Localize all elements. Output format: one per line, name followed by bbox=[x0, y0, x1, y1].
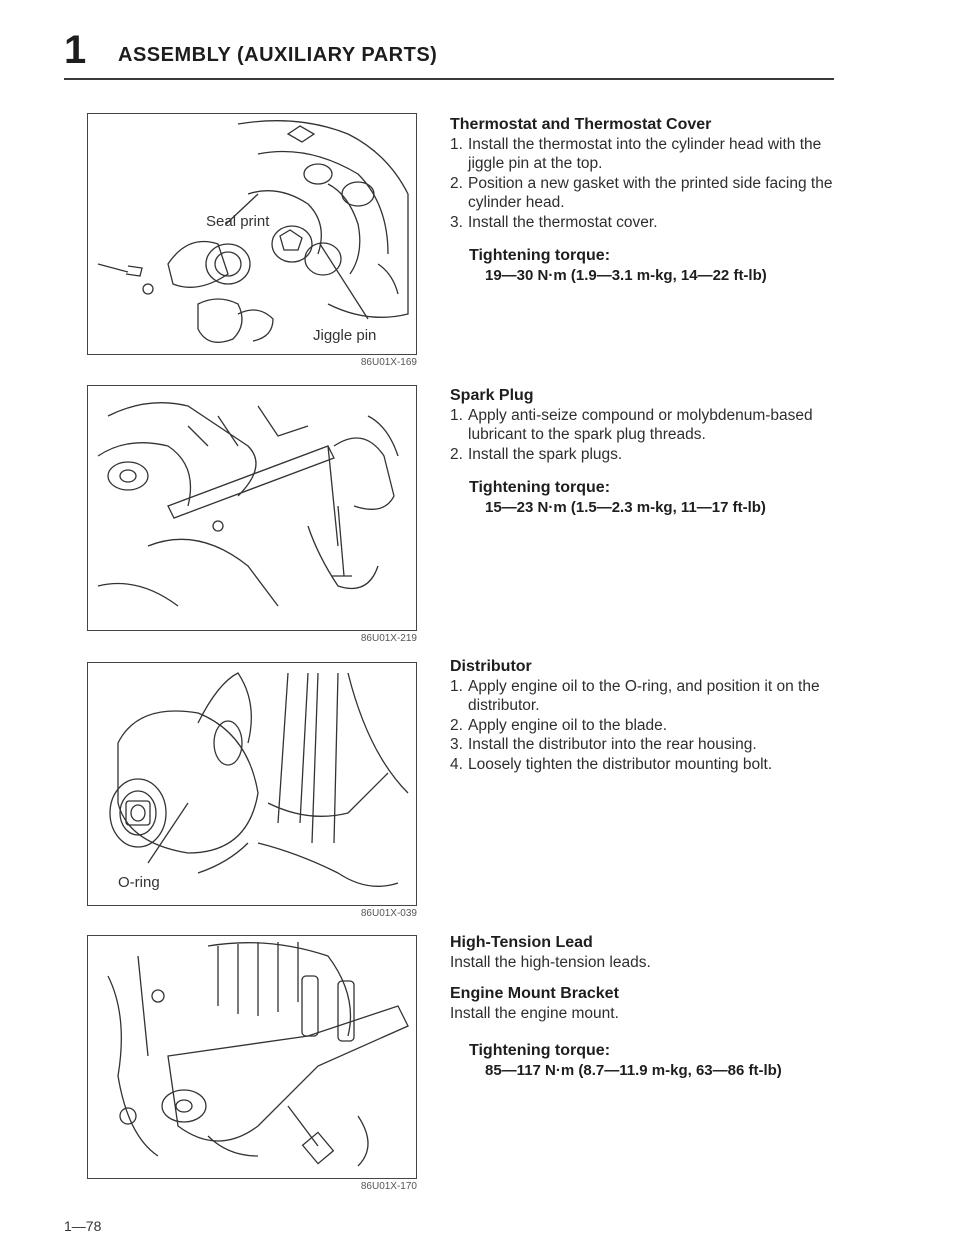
section-title: Thermostat and Thermostat Cover bbox=[450, 116, 712, 133]
list-item: 3. Install the distributor into the rear housing. bbox=[450, 736, 757, 753]
thermostat-illustration bbox=[88, 114, 416, 354]
steps-list bbox=[450, 135, 840, 233]
section-title: Spark Plug bbox=[450, 387, 534, 404]
page-header bbox=[64, 26, 834, 78]
label-seal-print: Seal print bbox=[206, 213, 270, 230]
tightening-torque bbox=[450, 1041, 840, 1080]
figure-engine-mount bbox=[87, 935, 417, 1192]
list-item: 2. Install the spark plugs. bbox=[450, 445, 623, 463]
tightening-torque bbox=[450, 246, 840, 285]
figure-frame bbox=[87, 662, 417, 906]
figure-code: 86U01X-219 bbox=[360, 633, 417, 644]
torque-label: Tightening torque: bbox=[469, 479, 611, 496]
header-rule bbox=[64, 78, 834, 80]
section-distributor bbox=[450, 657, 840, 774]
engine-mount-illustration bbox=[88, 936, 416, 1178]
figure-code: 86U01X-170 bbox=[360, 1181, 417, 1192]
steps-list bbox=[450, 677, 840, 775]
torque-value: 15—23 N·m (1.5—2.3 m-kg, 11—17 ft-lb) bbox=[485, 498, 766, 516]
list-item: 2. Apply engine oil to the blade. bbox=[450, 716, 668, 734]
list-item: 1. Install the thermostat into the cylinder head with the jiggle pin at the top. bbox=[450, 135, 822, 172]
section-text: Install the high-tension leads. bbox=[450, 953, 651, 971]
page-title: ASSEMBLY (AUXILIARY PARTS) bbox=[118, 44, 438, 66]
section-text: Install the engine mount. bbox=[450, 1004, 619, 1022]
list-item: 3. Install the thermostat cover. bbox=[450, 213, 658, 231]
figure-frame bbox=[87, 385, 417, 631]
figure-code: 86U01X-039 bbox=[360, 908, 417, 919]
section-title-engine-mount: Engine Mount Bracket bbox=[450, 985, 619, 1002]
figure-code: 86U01X-169 bbox=[360, 357, 417, 368]
section-title: High-Tension Lead bbox=[450, 934, 593, 951]
section-thermostat bbox=[450, 115, 840, 285]
label-jiggle-pin: Jiggle pin bbox=[313, 327, 377, 344]
figure-frame bbox=[87, 113, 417, 355]
tightening-torque bbox=[450, 478, 840, 517]
list-item: 2. Position a new gasket with the printed side facing the cylinder head. bbox=[450, 174, 833, 211]
torque-value: 85—117 N·m (8.7—11.9 m-kg, 63—86 ft-lb) bbox=[485, 1061, 782, 1079]
figure-thermostat bbox=[87, 113, 417, 368]
torque-label: Tightening torque: bbox=[469, 1042, 611, 1059]
torque-value: 19—30 N·m (1.9—3.1 m-kg, 14—22 ft-lb) bbox=[485, 266, 767, 284]
list-item: 1. Apply engine oil to the O-ring, and position it on the distributor. bbox=[450, 677, 820, 714]
steps-list bbox=[450, 406, 840, 465]
section-spark-plug bbox=[450, 386, 840, 517]
section-high-tension-lead bbox=[450, 933, 840, 1080]
section-title: Distributor bbox=[450, 658, 532, 675]
distributor-illustration bbox=[88, 663, 416, 905]
figure-distributor bbox=[87, 662, 417, 919]
list-item: 1. Apply anti-seize compound or molybdenum-based lubricant to the spark plug threads. bbox=[450, 406, 813, 443]
page-number: 1—78 bbox=[64, 1218, 102, 1234]
figure-frame bbox=[87, 935, 417, 1179]
spark-plug-illustration bbox=[88, 386, 416, 630]
chapter-number: 1 bbox=[64, 28, 87, 72]
figure-spark-plug bbox=[87, 385, 417, 644]
torque-label: Tightening torque: bbox=[469, 247, 611, 264]
label-o-ring: O-ring bbox=[118, 874, 160, 891]
list-item: 4. Loosely tighten the distributor mounting bolt. bbox=[450, 755, 773, 773]
